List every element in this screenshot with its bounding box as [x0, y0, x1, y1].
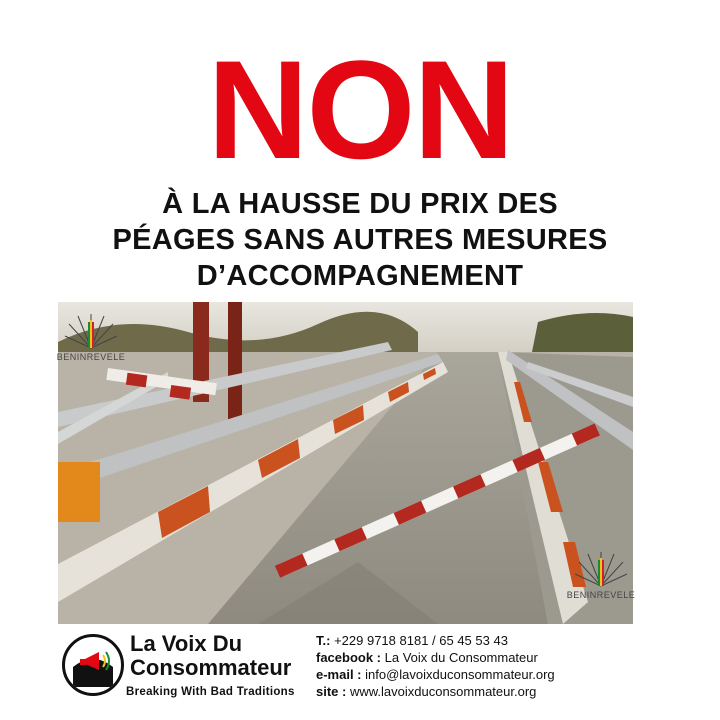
watermark-top: [56, 310, 126, 376]
tagline: Breaking With Bad Traditions: [126, 686, 295, 698]
brand-line-2: Consommateur: [130, 655, 292, 680]
photo-illustration: [58, 302, 633, 624]
watermark-text: BENINREVELE: [56, 352, 126, 362]
facebook-value[interactable]: La Voix du Consommateur: [384, 650, 538, 665]
watermark-text: BENINREVELE: [566, 590, 636, 600]
brand-line-1: La Voix Du: [130, 631, 243, 656]
phone-label: T.:: [316, 633, 331, 648]
site-value[interactable]: www.lavoixduconsommateur.org: [349, 684, 537, 699]
subheadline-line-1: À LA HAUSSE DU PRIX DES: [162, 188, 558, 220]
brand-name: [130, 632, 291, 680]
email-value[interactable]: info@lavoixduconsommateur.org: [365, 667, 555, 682]
footer: [0, 628, 720, 720]
site-label: site :: [316, 684, 347, 699]
megaphone-logo-icon: [62, 634, 124, 696]
facebook-label: facebook :: [316, 650, 382, 665]
megaphone-icon: [65, 637, 121, 693]
sunburst-icon: [574, 548, 628, 588]
phone-value[interactable]: +229 9718 8181 / 65 45 53 43: [334, 633, 508, 648]
sunburst-icon: [64, 310, 118, 350]
email-label: e-mail :: [316, 667, 362, 682]
contact-facebook: [316, 649, 555, 666]
contact-email: [316, 666, 555, 683]
watermark-bottom: [566, 548, 636, 614]
subheadline: [0, 186, 720, 294]
contact-info: [316, 632, 555, 700]
subheadline-line-2: PÉAGES SANS AUTRES MESURES: [112, 224, 608, 256]
subheadline-line-3: D’ACCOMPAGNEMENT: [196, 260, 524, 292]
headline: NON: [207, 31, 513, 188]
toll-barrier-photo: [58, 302, 633, 624]
contact-site: [316, 683, 555, 700]
contact-phone: [316, 632, 555, 649]
